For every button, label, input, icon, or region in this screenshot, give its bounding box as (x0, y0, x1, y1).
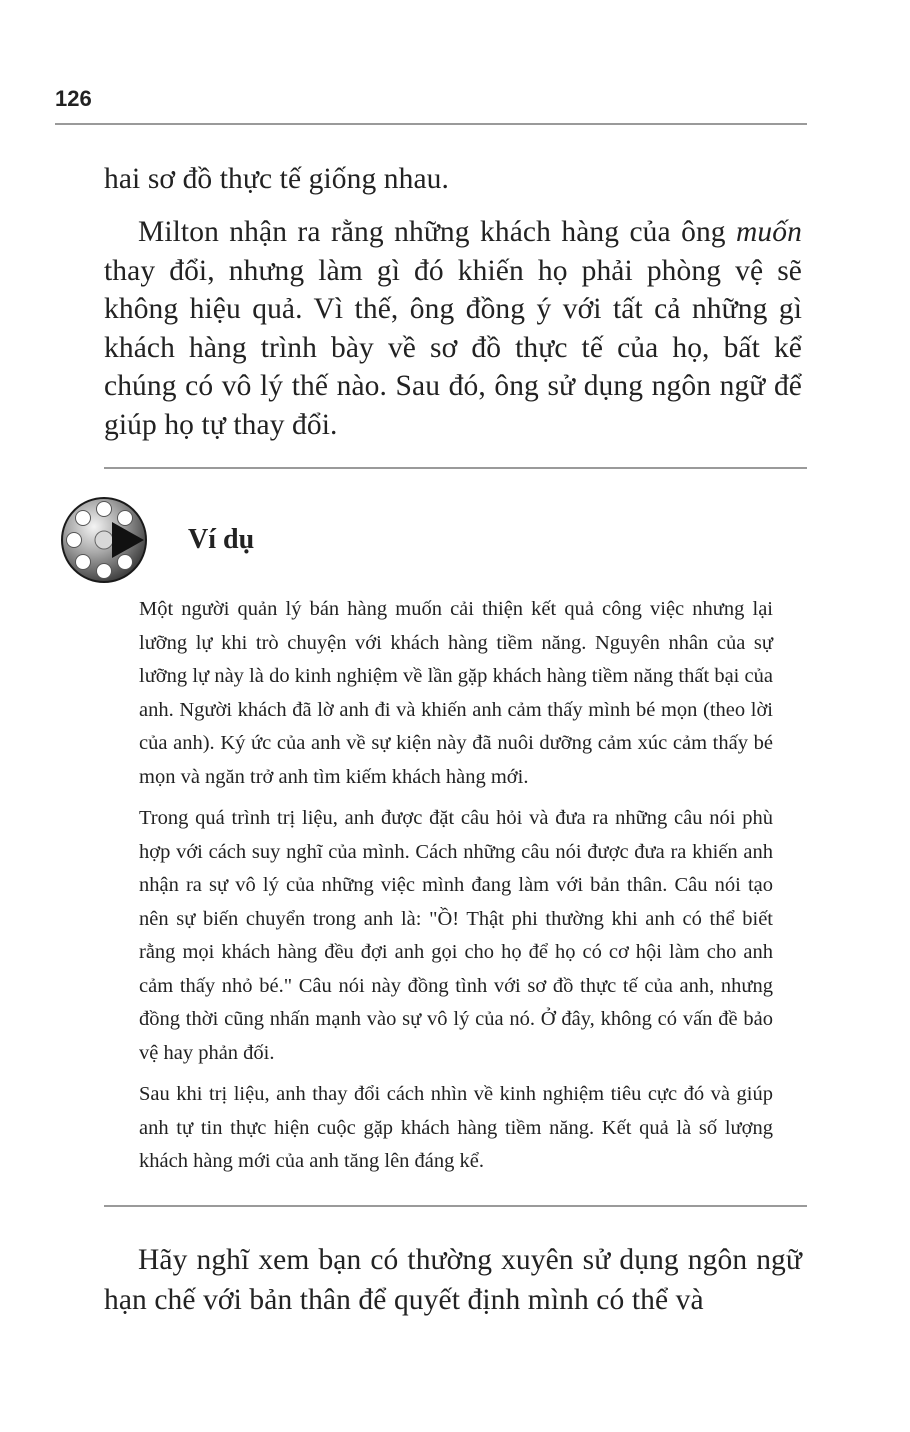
intro-emphasis: muốn (736, 216, 802, 248)
closing-paragraph-text: Hãy nghĩ xem bạn có thường xuyên sử dụng ngôn ngữ hạn chế với bản thân để quyết định mình có thể và (104, 1244, 802, 1316)
intro-text-after: thay đổi, nhưng làm gì đó khiến họ phải phòng vệ sẽ không hiệu quả. Vì thế, ông đồng ý với tất cả những gì khách hàng trình bày về sơ đồ thực tế của họ, bất kể chúng có vô lý thế nào. Sau đó, ông sử dụng ngôn ngữ để giúp họ tự thay đổi. (104, 254, 802, 441)
example-paragraph: Trong quá trình trị liệu, anh được đặt câu hỏi và đưa ra những câu nói phù hợp với cách suy nghĩ của mình. Cách những câu nói được đưa ra khiến anh nhận ra sự vô lý của những việc mình đang làm với bản thân. Câu nói tạo nên sự biến chuyển trong anh là: "Ồ! Thật phi thường khi anh có thể biết rằng mọi khách hàng đều đợi anh gọi cho họ để họ có cơ hội làm cho anh cảm thấy nhỏ bé." Câu nói này đồng tình với sơ đồ thực tế của anh, nhưng đồng thời cũng nhấn mạnh vào sự vô lý của nó. Ở đây, không có vấn đề bảo vệ hay phản đối. (139, 807, 773, 1064)
intro-text-before: Milton nhận ra rằng những khách hàng của ông (138, 216, 737, 248)
example-body (139, 593, 773, 1187)
example-box-top-divider (104, 467, 807, 469)
header-divider (55, 123, 807, 125)
example-box-bottom-divider (104, 1205, 807, 1207)
closing-paragraph (104, 1240, 802, 1320)
film-reel-play-icon (60, 496, 148, 584)
example-paragraph: Một người quản lý bán hàng muốn cải thiện kết quả công việc nhưng lại lưỡng lự khi trò chuyện với khách hàng tiềm năng. Nguyên nhân của sự lưỡng lự này là do kinh nghiệm về lần gặp khách hàng tiềm năng thất bại của anh. Người khách đã lờ anh đi và khiến anh cảm thấy mình bé mọn (theo lời của anh). Ký ức của anh về sự kiện này đã nuôi dưỡng cảm xúc cảm thấy bé mọn và ngăn trở anh tìm kiếm khách hàng mới. (139, 598, 773, 788)
intro-paragraph (104, 213, 802, 444)
intro-paragraph-text (104, 213, 802, 444)
example-title: Ví dụ (188, 524, 255, 555)
intro-continuation (104, 160, 802, 199)
intro-line: hai sơ đồ thực tế giống nhau. (104, 163, 450, 195)
page-number: 126 (55, 86, 92, 111)
example-paragraph: Sau khi trị liệu, anh thay đổi cách nhìn về kinh nghiệm tiêu cực đó và giúp anh tự tin thực hiện cuộc gặp khách hàng tiềm năng. Kết quả là số lượng khách hàng mới của anh tăng lên đáng kể. (139, 1083, 773, 1172)
